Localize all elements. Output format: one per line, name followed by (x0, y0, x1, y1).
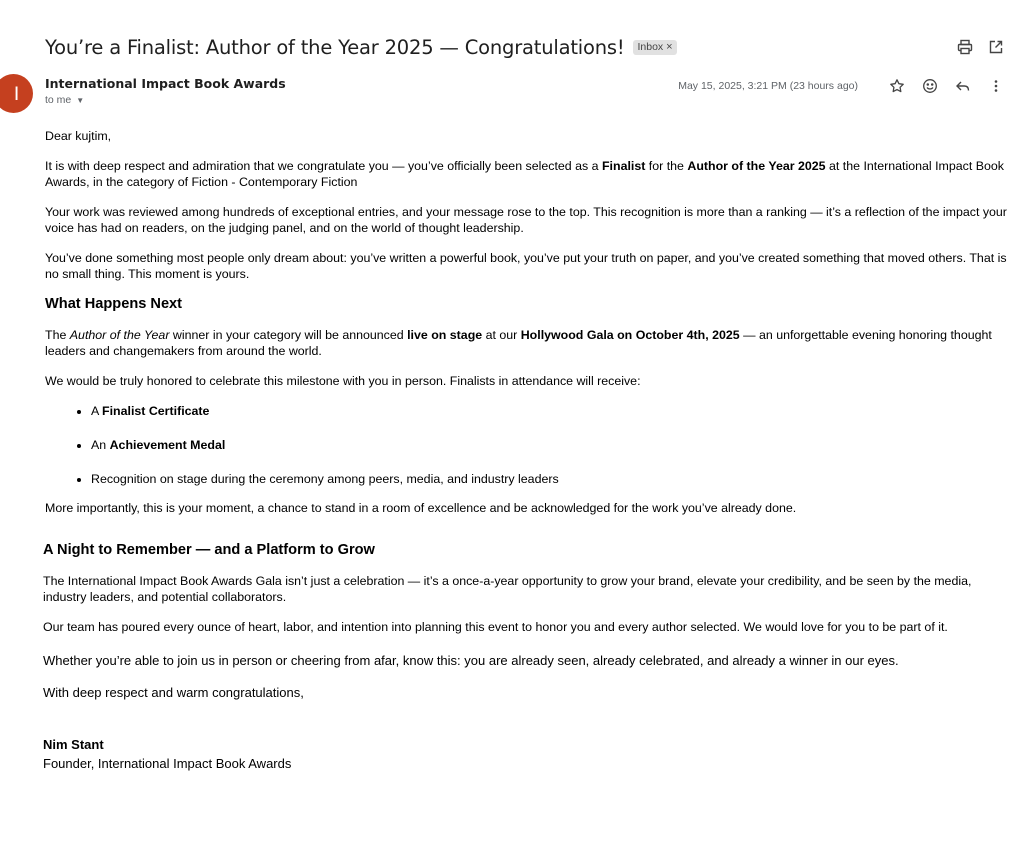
p4-bold-live: live on stage (407, 328, 483, 342)
list-item-bold: Finalist Certificate (102, 404, 210, 418)
email-body (45, 128, 1010, 773)
list-item-text: A (91, 404, 103, 418)
p4-italic-award: Author of the Year (69, 328, 170, 342)
message-meta (678, 77, 1004, 94)
message-timestamp: May 15, 2025, 3:21 PM (23 hours ago) (678, 79, 858, 92)
p4-text-g: — an unforgettable evening honoring thought leaders and changemakers from around the world. (45, 328, 992, 358)
greeting: Dear kujtim, (45, 129, 112, 143)
benefits-list (45, 403, 1010, 487)
paragraph-finalist (45, 158, 1010, 190)
email-subject: You’re a Finalist: Author of the Year 2025 — Congratulations! (45, 35, 625, 59)
heading-what-happens-next: What Happens Next (45, 296, 183, 312)
open-in-new-window-icon[interactable] (987, 38, 1004, 55)
list-item-text: An (91, 438, 110, 452)
p4-text-a: The (45, 328, 70, 342)
sender-name[interactable]: International Impact Book Awards (45, 76, 286, 91)
p1-text-a: It is with deep respect and admiration that we congratulate you — you’ve officially been selected as a (45, 159, 602, 173)
inbox-label-chip[interactable] (633, 40, 676, 55)
recipient-text: to me (45, 94, 72, 106)
chevron-down-icon: ▼ (76, 95, 85, 105)
p1-bold-award: Author of the Year 2025 (687, 159, 826, 173)
list-item (91, 437, 1010, 453)
signature-role: Founder, International Impact Book Awards (43, 756, 292, 771)
sender-avatar[interactable]: I (0, 74, 33, 113)
email-subject-bar (45, 33, 677, 61)
p4-text-e: at our (482, 328, 521, 342)
list-item (91, 471, 1010, 487)
paragraph-invitation: We would be truly honored to celebrate this milestone with you in person. Finalists in attendance will receive: (45, 374, 641, 388)
list-item-bold: Achievement Medal (109, 438, 226, 452)
print-icon[interactable] (956, 38, 973, 55)
reply-icon[interactable] (954, 77, 971, 94)
closing-line: With deep respect and warm congratulations, (43, 685, 304, 700)
remove-label-button[interactable]: × (666, 40, 673, 53)
more-options-icon[interactable] (987, 77, 1004, 94)
paragraph-achievement: You’ve done something most people only dream about: you’ve written a powerful book, you’ve put your truth on paper, and you’ve created something that moved others. That is no small thing. This moment is yours. (45, 251, 1007, 281)
paragraph-gala-opportunity: The International Impact Book Awards Gala isn’t just a celebration — it’s a once-a-year opportunity to grow your brand, elevate your credibility, and be seen by the media, industry leaders, and potential collaborators. (43, 574, 972, 604)
star-icon[interactable] (888, 77, 905, 94)
emoji-reaction-icon[interactable] (921, 77, 938, 94)
p1-text-c: for the (645, 159, 688, 173)
paragraph-review: Your work was reviewed among hundreds of exceptional entries, and your message rose to the top. This recognition is more than a ranking — it’s a reflection of the impact your voice has had on readers, on the judging panel, and on the world of thought leadership. (45, 205, 1007, 235)
p1-bold-finalist: Finalist (601, 159, 646, 173)
paragraph-team: Our team has poured every ounce of heart, labor, and intention into planning this event to honor you and every author selected. We would love for you to be part of it. (43, 620, 948, 634)
top-actions (956, 38, 1004, 55)
list-item-text: Recognition on stage during the ceremony among peers, media, and industry leaders (91, 472, 559, 486)
paragraph-winner: Whether you’re able to join us in person or cheering from afar, know this: you are already seen, already celebrated, and already a winner in our eyes. (43, 653, 899, 668)
inbox-label-text: Inbox (637, 40, 664, 53)
list-item (91, 403, 1010, 419)
paragraph-gala (45, 327, 1010, 359)
recipient-details-toggle[interactable] (45, 94, 84, 106)
p1-text-e: at the International Impact Book Awards, in the category of Fiction - Contemporary Fiction (45, 159, 1004, 189)
p4-text-c: winner in your category will be announced (169, 328, 408, 342)
p4-bold-gala: Hollywood Gala on October 4th, 2025 (520, 328, 740, 342)
paragraph-moment: More importantly, this is your moment, a chance to stand in a room of excellence and be acknowledged for the work you’ve already done. (45, 501, 797, 515)
section-night-to-remember (43, 542, 1010, 773)
heading-night-to-remember: A Night to Remember — and a Platform to Grow (43, 542, 375, 558)
signature-name: Nim Stant (43, 737, 104, 752)
